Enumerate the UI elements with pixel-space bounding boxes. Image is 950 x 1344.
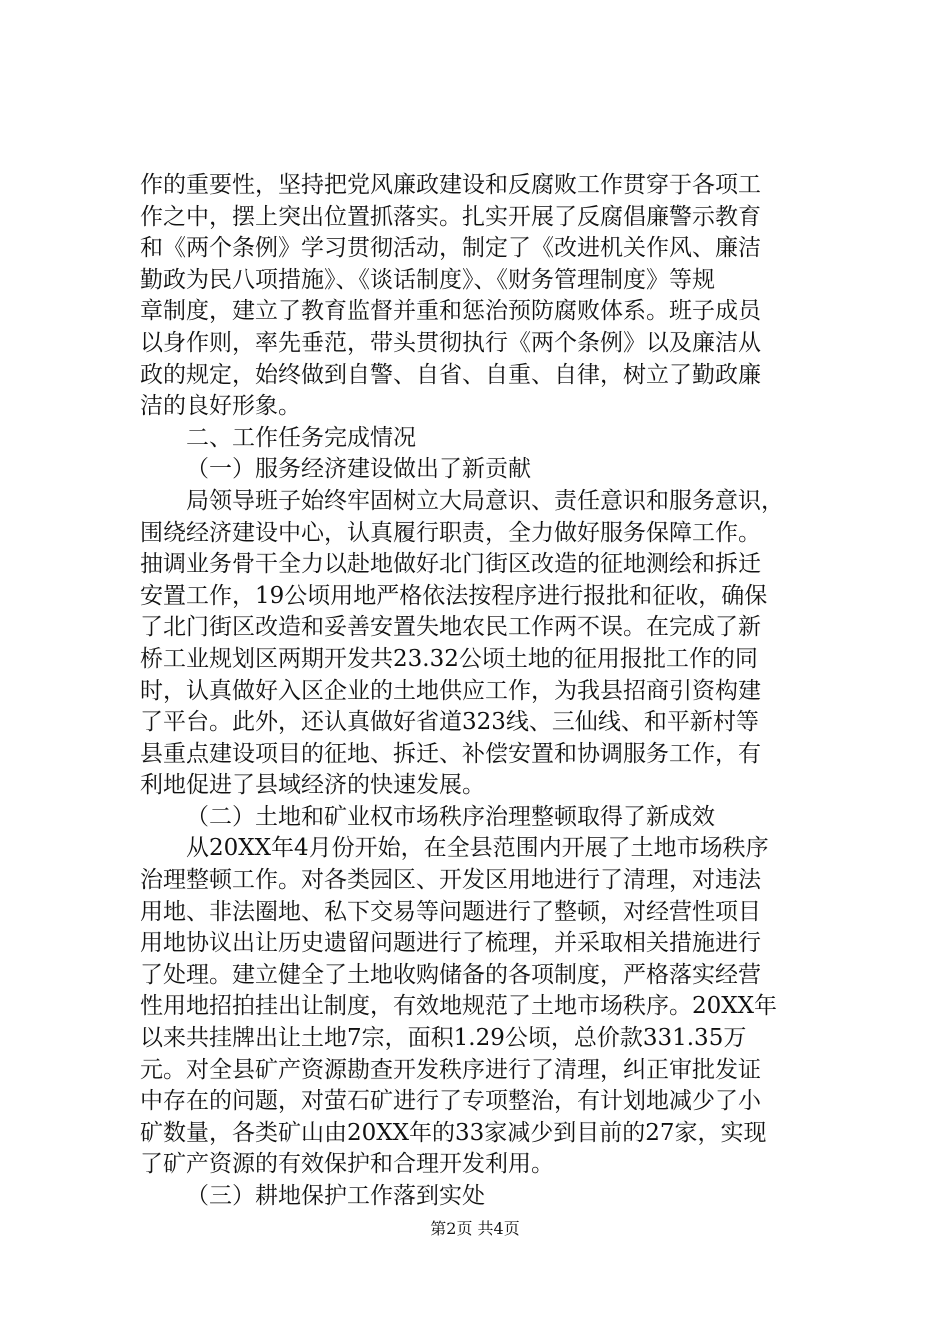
body-line: 矿数量，各类矿山由20XX年的33家减少到目前的27家，实现 xyxy=(140,1119,767,1146)
page-number-footer: 第2页 共4页 xyxy=(430,1219,520,1238)
paragraph-first-line: 从20XX年4月份开始，在全县范围内开展了土地市场秩序 xyxy=(186,835,769,862)
body-line: 以来共挂牌出让土地7宗，面积1.29公顷，总价款331.35万 xyxy=(140,1025,747,1052)
body-line: 章制度，建立了教育监督并重和惩治预防腐败体系。班子成员 xyxy=(140,298,761,325)
body-line: 围绕经济建设中心，认真履行职责，全力做好服务保障工作。 xyxy=(140,519,761,546)
body-line: 元。对全县矿产资源勘查开发秩序进行了清理，纠正审批发证 xyxy=(140,1056,761,1083)
body-line: 时，认真做好入区企业的土地供应工作，为我县招商引资构建 xyxy=(140,677,761,704)
body-line: 勤政为民八项措施》、《谈话制度》、《财务管理制度》等规 xyxy=(140,266,715,293)
body-line: 作之中，摆上突出位置抓落实。扎实开展了反腐倡廉警示教育 xyxy=(140,203,761,230)
body-line: 利地促进了县域经济的快速发展。 xyxy=(140,772,485,799)
body-line: 了处理。建立健全了土地收购储备的各项制度，严格落实经营 xyxy=(140,961,761,988)
body-line: 性用地招拍挂出让制度，有效地规范了土地市场秩序。20XX年 xyxy=(140,993,778,1020)
body-line: 县重点建设项目的征地、拆迁、补偿安置和协调服务工作，有 xyxy=(140,740,761,767)
body-line: 治理整顿工作。对各类园区、开发区用地进行了清理，对违法 xyxy=(140,867,761,894)
body-line: 了矿产资源的有效保护和合理开发利用。 xyxy=(140,1151,554,1178)
body-line: 了北门街区改造和妥善安置失地农民工作两不误。在完成了新 xyxy=(140,614,761,641)
body-line: 用地、非法圈地、私下交易等问题进行了整顿，对经营性项目 xyxy=(140,898,761,925)
body-line: 作的重要性，坚持把党风廉政建设和反腐败工作贯穿于各项工 xyxy=(140,172,761,198)
body-line: 安置工作，19公顷用地严格依法按程序进行报批和征收，确保 xyxy=(140,582,768,609)
body-line: 用地协议出让历史遗留问题进行了梳理，并采取相关措施进行 xyxy=(140,930,761,957)
section-heading: 二、工作任务完成情况 xyxy=(186,424,416,451)
body-line: 抽调业务骨干全力以赴地做好北门街区改造的征地测绘和拆迁 xyxy=(140,551,761,578)
subsection-heading: （一）服务经济建设做出了新贡献 xyxy=(186,456,531,483)
document-body xyxy=(140,170,840,1213)
body-line: 了平台。此外，还认真做好省道323线、三仙线、和平新村等 xyxy=(140,709,759,736)
subsection-heading: （三）耕地保护工作落到实处 xyxy=(186,1183,485,1209)
paragraph-first-line: 局领导班子始终牢固树立大局意识、责任意识和服务意识， xyxy=(186,487,784,514)
body-line: 洁的良好形象。 xyxy=(140,393,301,420)
body-line: 桥工业规划区两期开发共23.32公顷土地的征用报批工作的同 xyxy=(140,645,758,672)
body-line: 和《两个条例》学习贯彻活动，制定了《改进机关作风、廉洁 xyxy=(140,235,761,262)
body-line: 政的规定，始终做到自警、自省、自重、自律，树立了勤政廉 xyxy=(140,361,761,388)
body-line: 中存在的问题，对萤石矿进行了专项整治，有计划地减少了小 xyxy=(140,1088,761,1115)
body-line: 以身作则，率先垂范，带头贯彻执行《两个条例》以及廉洁从 xyxy=(140,329,761,356)
subsection-heading: （二）土地和矿业权市场秩序治理整顿取得了新成效 xyxy=(186,803,715,830)
